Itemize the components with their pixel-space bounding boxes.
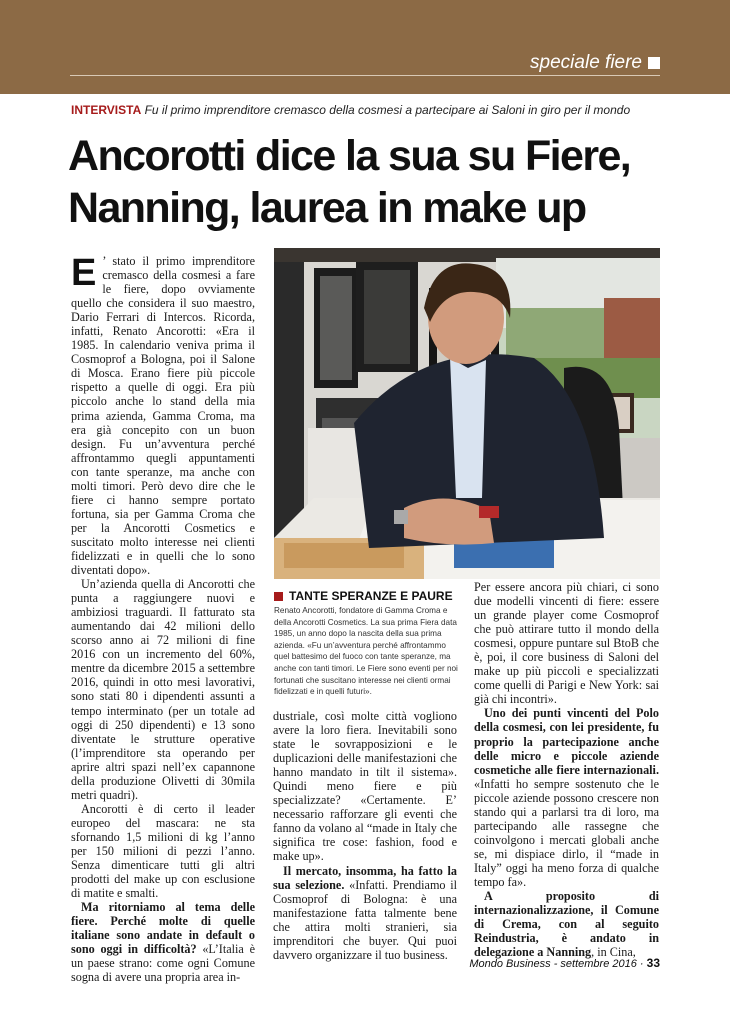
headline: [68, 130, 668, 234]
paragraph: [71, 900, 255, 984]
paragraph: dustriale, così molte città vogliono avere la loro fiera. Inevitabili sono state le sovrapposizioni e le duplicazioni delle manifestazioni che hanno mandato in tilt il sistema». Quindi meno fiere e più specializzate? «Certamente. E’ necessario rafforzare gli eventi che fanno da volano al “made in Italy che significa tre cose: fashion, food e make up».: [273, 709, 457, 864]
section-label: speciale fiere: [530, 52, 642, 73]
article-column-3: [474, 580, 659, 959]
question-text: Uno dei punti vincenti del Polo della cosmesi, con lei presidente, fu proprio la partecipazione anche delle micro e piccole aziende cosmetiche alle fiere internazionali.: [474, 706, 659, 777]
kicker-label: INTERVISTA: [71, 103, 142, 117]
header-rule: [70, 75, 660, 76]
headline-line-2: Nanning, laurea in make up: [68, 184, 586, 232]
question-text: Ma ritorniamo al tema delle fiere. Perché molte di quelle italiane sono andate in default o sono oggi in difficoltà?: [71, 900, 255, 957]
paragraph: [474, 706, 659, 889]
headline-line-1: Ancorotti dice la sua su Fiere,: [68, 132, 631, 180]
box-title-text: TANTE SPERANZE E PAURE: [289, 589, 453, 603]
answer-text: «Infatti ho sempre sostenuto che le piccole aziende possono crescere non stando qui a parlarsi tra di loro, ma partecipando alle rassegne che coinvolgono i mercati globali anche se, mi dispiace dirlo, il “made in Italy” oggi ha meno forza di qualche tempo fa».: [474, 776, 659, 889]
answer-text: , in Cina,: [591, 945, 636, 960]
box-title: [274, 589, 453, 603]
kicker-text: Fu il primo imprenditore cremasco della cosmesi a partecipare ai Saloni in giro per il mondo: [144, 103, 631, 117]
page-number: 33: [646, 956, 660, 970]
box-text: Renato Ancorotti, fondatore di Gamma Croma e della Ancorotti Cosmetics. La sua prima Fiera data 1985, un anno dopo la nascita della sua prima azienda. «Fu un’avventura perché affrontammo quel battesimo del fuoco con tante speranze, ma anche con tanti timori. Le Fiere sono eventi per noi fortunati che suscitano interesse nei clienti ormai fidelizzati e in quelli futuri».: [274, 606, 458, 697]
page-footer: [469, 956, 660, 970]
paragraph: [71, 254, 255, 577]
answer-text: «Infatti. Prendiamo il Cosmoprof di Bologna: è una manifestazione fatta talmente bene che attira molti stranieri, sia imprenditori che buyer. Qui puoi davvero organizzare il tuo business.: [273, 877, 457, 962]
publication-info: Mondo Business - settembre 2016 ·: [469, 958, 644, 970]
header-band: [0, 0, 730, 94]
square-icon: [274, 592, 283, 601]
paragraph: Un’azienda quella di Ancorotti che punta a raggiungere nuovi e ambiziosi traguardi. Il fatturato sta aumentando dai 42 milioni dello scorso anno ai 72 milioni di fine 2016 con un incremento del 60%, mentre da dicembre 2015 a settembre 2016, quindi in otto mesi lavorativi, sono stati 80 i dipendenti assunti a tempo interminato (per un totale ad oggi di 250 dipendenti) e 13 sono diventate le strutture operative (l’imprenditore sta operando per aprire altri spazi nell’ex capannone della produzione Olivetti di 30mila metri quadri).: [71, 577, 255, 802]
question-text: A proposito di internazionalizzazione, il Comune di Crema, con al seguito Reindustria, è andato in delegazione a Nanning: [474, 889, 659, 960]
answer-text: «L’Italia è un paese strano: come ogni Comune sogna di avere una propria area in-: [71, 942, 255, 985]
portrait-photo: [274, 248, 660, 579]
paragraph: [273, 864, 457, 962]
kicker: [71, 103, 630, 117]
section-tag: [530, 52, 660, 74]
question-text: Il mercato, insomma, ha fatto la sua selezione.: [273, 863, 457, 892]
paragraph: Ancorotti è di certo il leader europeo del mascara: ne sta sfornando 1,5 milioni di kg l’anno per 150 milioni di pezzi l’anno. Senza dimenticare tutti gli altri prodotti del make up con esclusione di matite e smalti.: [71, 801, 255, 901]
paragraph-text: ’ stato il primo imprenditore cremasco della cosmesi a fare le fiere, dopo ovviamente quello che considera il suo maestro, Dario Ferrari di Intercos. Ricorda, infatti, Renato Ancorotti: «Era il 1985. In calendario veniva prima il Cosmoprof a Bologna, poi il Salone di Mosca. Erano fiere più piccole rispetto a quelle di oggi. Era più piccolo anche lo stand della mia prima azienda, Gamma Croma, ma era già concepito con un buon design. Fu un’avventura perché affrontammo quegli appuntamenti con tante speranze, ma anche con molti timori. Però devo dire che le fiere ci hanno sempre portato fortuna, sia per Gamma Croma che per la Ancorotti Cosmetics e suscitato molto interesse nei clienti fidelizzati e in quelli che lo sono diventati dopo».: [71, 254, 255, 578]
paragraph: Per essere ancora più chiari, ci sono due modelli vincenti di fiere: essere un grande player come Cosmoprof che può attirare tutto il mondo della cosmesi, oppure puntare sul BtoB che è, poi, il core business di Saloni del make up più piccoli e specializzati come quelli di Parigi e New York: sai già chi incontri».: [474, 580, 659, 707]
article-column-1: [71, 254, 255, 984]
article-column-2: [273, 709, 457, 962]
paragraph: [474, 889, 659, 959]
square-icon: [648, 57, 660, 69]
drop-cap: E: [71, 252, 97, 294]
